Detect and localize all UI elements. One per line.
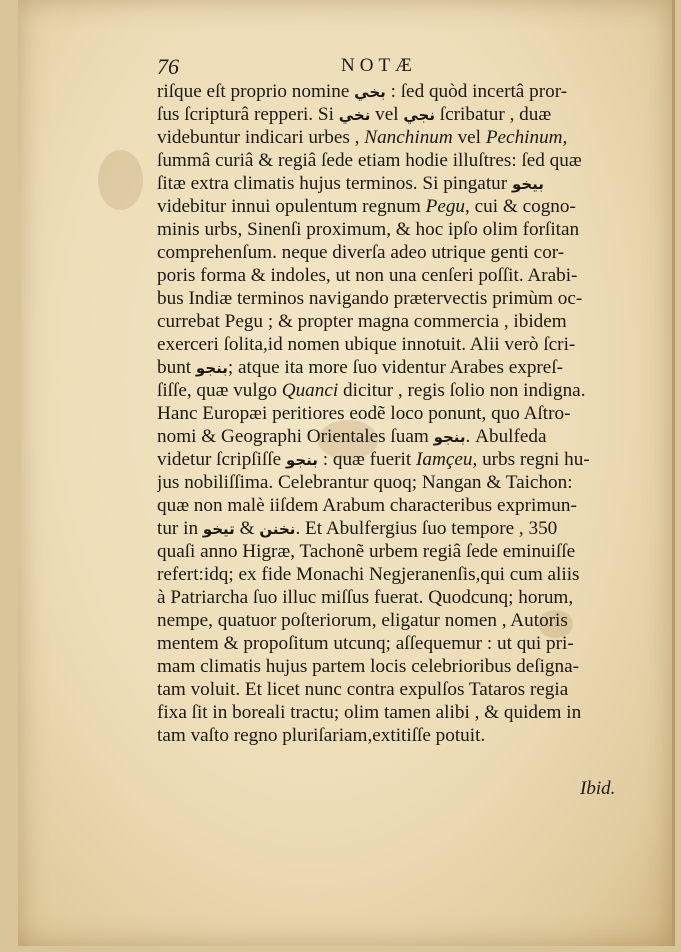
text-run: tam voluit. Et licet nunc contra expulſos Tataros regia — [157, 679, 569, 700]
italic-name: Nanchinum — [364, 127, 453, 148]
text-run: videtur ſcripſiſſe — [157, 449, 286, 470]
text-run: dicitur , regis ſolio non indigna. — [338, 380, 586, 401]
text-run: ſus ſcripturâ repperi. Si — [157, 104, 339, 125]
text-line — [157, 264, 635, 287]
text-line — [157, 356, 635, 379]
text-run: mam climatis hujus partem locis celebrioribus deſigna- — [157, 656, 580, 677]
text-run: Hanc Europæi peritiores eodẽ loco ponunt, quo Aſtro- — [157, 403, 571, 424]
text-run: tur in — [157, 518, 203, 539]
text-run: & — [234, 518, 260, 539]
text-line — [157, 586, 635, 609]
text-run: comprehenſum. neque diverſa adeo utrique genti cor- — [157, 242, 565, 263]
text-run: : ſed quòd incertâ pror- — [385, 81, 568, 102]
text-line — [157, 149, 635, 172]
text-run: minis urbs, Sinenſi proximum, & hoc ipſo olim forſitan — [157, 219, 580, 240]
arabic-word: بنجو — [285, 451, 318, 469]
text-line — [157, 494, 635, 517]
text-line — [157, 379, 635, 402]
text-run: exerceri ſolita,id nomen ubique innotuit. Alii verò ſcri- — [157, 334, 576, 355]
text-line — [157, 218, 635, 241]
text-line — [157, 402, 635, 425]
text-line — [157, 540, 635, 563]
text-line — [157, 425, 635, 448]
text-line — [157, 80, 635, 103]
arabic-word: بنجو — [195, 359, 228, 377]
text-run: . Abulfeda — [465, 426, 547, 447]
running-head: NOTÆ — [341, 55, 417, 76]
text-run: : quæ fuerit — [317, 449, 416, 470]
italic-name: Pechinum, — [485, 127, 568, 148]
arabic-word: بيخو — [511, 175, 544, 193]
paper-stain — [98, 150, 143, 210]
arabic-word: نجي — [403, 106, 435, 124]
text-line — [157, 126, 635, 149]
arabic-word: نخي — [338, 106, 371, 124]
catchword: Ibid. — [580, 778, 616, 799]
text-line — [157, 172, 635, 195]
text-run: à Patriarcha ſuo illuc miſſus fuerat. Quodcunq; horum, — [157, 587, 574, 608]
text-line — [157, 195, 635, 218]
arabic-word: تيخو — [202, 520, 235, 538]
text-line — [157, 310, 635, 333]
arabic-word: نخنن — [259, 520, 296, 538]
text-line — [157, 471, 635, 494]
text-line — [157, 724, 635, 747]
text-line — [157, 701, 635, 724]
text-run: ; atque ita more ſuo videntur Arabes expreſ- — [227, 357, 564, 378]
arabic-word: بخي — [354, 83, 386, 101]
text-run: videbitur innui opulentum regnum — [157, 196, 426, 217]
text-run: quaſi anno Higræ, Tachonẽ urbem regiâ ſede eminuiſſe — [157, 541, 576, 562]
text-line — [157, 333, 635, 356]
text-run: fixa ſit in boreali tractu; olim tamen alibi , & quidem in — [157, 702, 582, 723]
text-run: refert:idq; ex fide Monachi Negjeranenſis,qui cum aliis — [157, 564, 580, 585]
text-run: ſcribatur , duæ — [435, 104, 552, 125]
text-run: mentem & propoſitum utcunq; aſſequemur : ut qui pri- — [157, 633, 574, 654]
text-line — [157, 632, 635, 655]
text-run: jus nobiliſſima. Celebrantur quoq; Nangan & Taichon: — [157, 472, 573, 493]
text-run: vel — [452, 127, 486, 148]
text-run: vel — [370, 104, 404, 125]
text-run: poris forma & indoles, ut non una cenſeri poſſit. Arabi- — [157, 265, 578, 286]
text-run: riſque eſt proprio nomine — [157, 81, 355, 102]
text-run: . Et Abulfergius ſuo tempore , 350 — [295, 518, 558, 539]
text-run: nomi & Geographi Orientales ſuam — [157, 426, 434, 447]
page-number: 76 — [157, 54, 179, 79]
text-line — [157, 241, 635, 264]
text-run: , cui & cogno- — [465, 196, 576, 217]
text-line — [157, 448, 635, 471]
text-line — [157, 563, 635, 586]
text-line — [157, 517, 635, 540]
page-header — [157, 54, 632, 78]
text-run: , urbs regni hu- — [472, 449, 590, 470]
body-text — [157, 80, 635, 747]
text-run: quæ non malè iiſdem Arabum characteribus exprimun- — [157, 495, 577, 516]
italic-name: Iamçeu — [416, 449, 473, 470]
text-run: videbuntur indicari urbes , — [157, 127, 365, 148]
text-run: bunt — [157, 357, 196, 378]
text-line — [157, 678, 635, 701]
text-run: currebat Pegu ; & propter magna commercia , ibidem — [157, 311, 567, 332]
text-run: tam vaſto regno pluriſariam,extitiſſe potuit. — [157, 725, 486, 746]
text-run: nempe, quatuor poſteriorum, eligatur nomen , Autoris — [157, 610, 568, 631]
text-line — [157, 609, 635, 632]
italic-name: Quanci — [281, 380, 339, 401]
text-line — [157, 655, 635, 678]
text-line — [157, 103, 635, 126]
text-run: ſiſſe, quæ vulgo — [157, 380, 282, 401]
arabic-word: بنجو — [433, 428, 466, 446]
text-run: bus Indiæ terminos navigando prætervectis primùm oc- — [157, 288, 583, 309]
italic-name: Pegu — [425, 196, 466, 217]
text-line — [157, 287, 635, 310]
text-run: ſitæ extra climatis hujus terminos. Si pingatur — [157, 173, 512, 194]
text-run: ſummâ curiâ & regiâ ſede etiam hodie illuſtres: ſed quæ — [157, 150, 582, 171]
